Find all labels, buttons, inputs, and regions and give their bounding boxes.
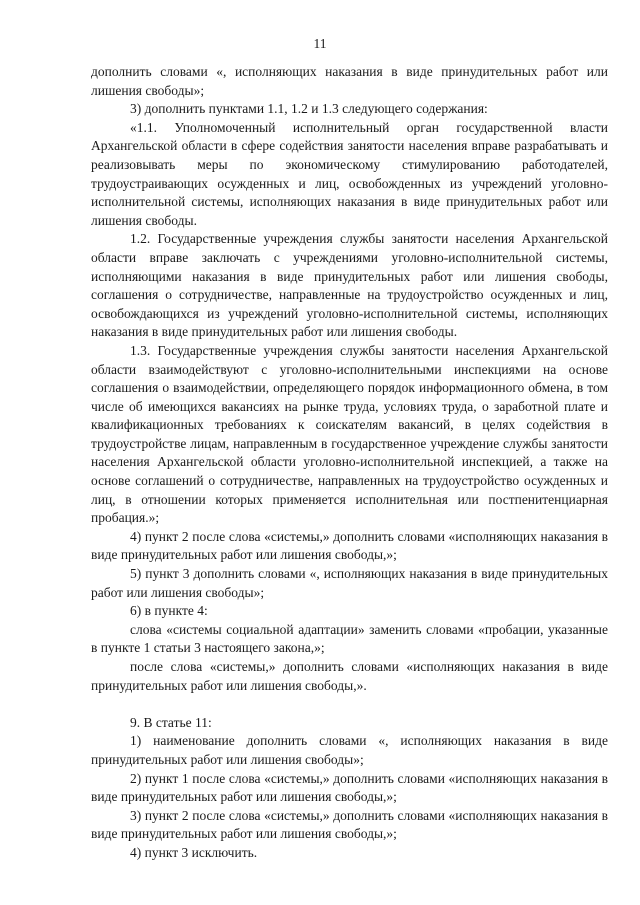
paragraph-item-3: 3) дополнить пунктами 1.1, 1.2 и 1.3 следующего содержания: xyxy=(130,101,488,117)
paragraph-article-11-item-3: 3) пункт 2 после слова «системы,» дополнить словами «исполняющих наказания в виде принудительных работ или лишения свободы,»; xyxy=(91,807,608,842)
paragraph-article-11-item-1: 1) наименование дополнить словами «, исполняющих наказания в виде принудительных работ или лишения свободы»; xyxy=(91,733,608,767)
paragraph-point-1-3: 1.3. Государственные учреждения службы занятости населения Архангельской области взаимодействуют с уголовно-исполнительными инспекциями на основе соглашения о взаимодействии, определяющего порядок информационного обмена, в том числе об имеющихся вакансиях на рынке труда, условиях труда, о заработной плате и квалификационных требованиях к соискателям вакансий, в целях содействия в трудоустройстве лицам, направленным в государственное учреждение службы занятости населения Архангельской области уголовно-исполнительной инспекцией, а также на основе соглашений о сотрудничестве, направленных на трудоустройство осужденных и лиц, в отношении которых применяется исполнительная или постпенитенциарная пробация.»; xyxy=(91,342,608,526)
paragraph-point-1-1: «1.1. Уполномоченный исполнительный орган государственной власти Архангельской области в сфере содействия занятости населения вправе разрабатывать и реализовывать меры по экономическому стимулированию работодателей, трудоустраивающих осужденных и лиц, освобожденных из учреждений уголовно-исполнительной системы, исполняющих наказания в виде принудительных работ или лишения свободы. xyxy=(91,119,608,228)
paragraph-article-11-heading: 9. В статье 11: xyxy=(130,714,212,730)
paragraph-item-6-words: слова «системы социальной адаптации» заменить словами «пробации, указанные в пункте 1 статьи 3 настоящего закона,»; xyxy=(91,621,608,656)
paragraph-point-1-2: 1.2. Государственные учреждения службы занятости населения Архангельской области вправе заключать с учреждениями уголовно-исполнительной системы, исполняющими наказания в виде принудительных работ или лишения свободы, соглашения о сотрудничестве, направленные на трудоустройство осужденных и лиц, освобождающихся из учреждений уголовно-исполнительной системы, исполняющих наказания в виде принудительных работ или лишения свободы. xyxy=(91,231,608,340)
page-number: 11 xyxy=(313,36,327,51)
paragraph-item-6: 6) в пункте 4: xyxy=(130,603,208,619)
paragraph-article-11-item-2: 2) пункт 1 после слова «системы,» дополнить словами «исполняющих наказания в виде принудительных работ или лишения свободы,»; xyxy=(91,770,608,805)
paragraph-item-4: 4) пункт 2 после слова «системы,» дополнить словами «исполняющих наказания в виде принудительных работ или лишения свободы,»; xyxy=(91,528,608,563)
paragraph-item-5: 5) пункт 3 дополнить словами «, исполняющих наказания в виде принудительных работ или лишения свободы»; xyxy=(91,566,608,600)
document-body xyxy=(91,63,608,863)
paragraph-continuation: дополнить словами «, исполняющих наказания в виде принудительных работ или лишения свободы»; xyxy=(91,64,608,98)
paragraph-item-6-after: после слова «системы,» дополнить словами «исполняющих наказания в виде принудительных работ или лишения свободы,». xyxy=(91,659,608,693)
paragraph-article-11-item-4: 4) пункт 3 исключить. xyxy=(130,844,258,860)
